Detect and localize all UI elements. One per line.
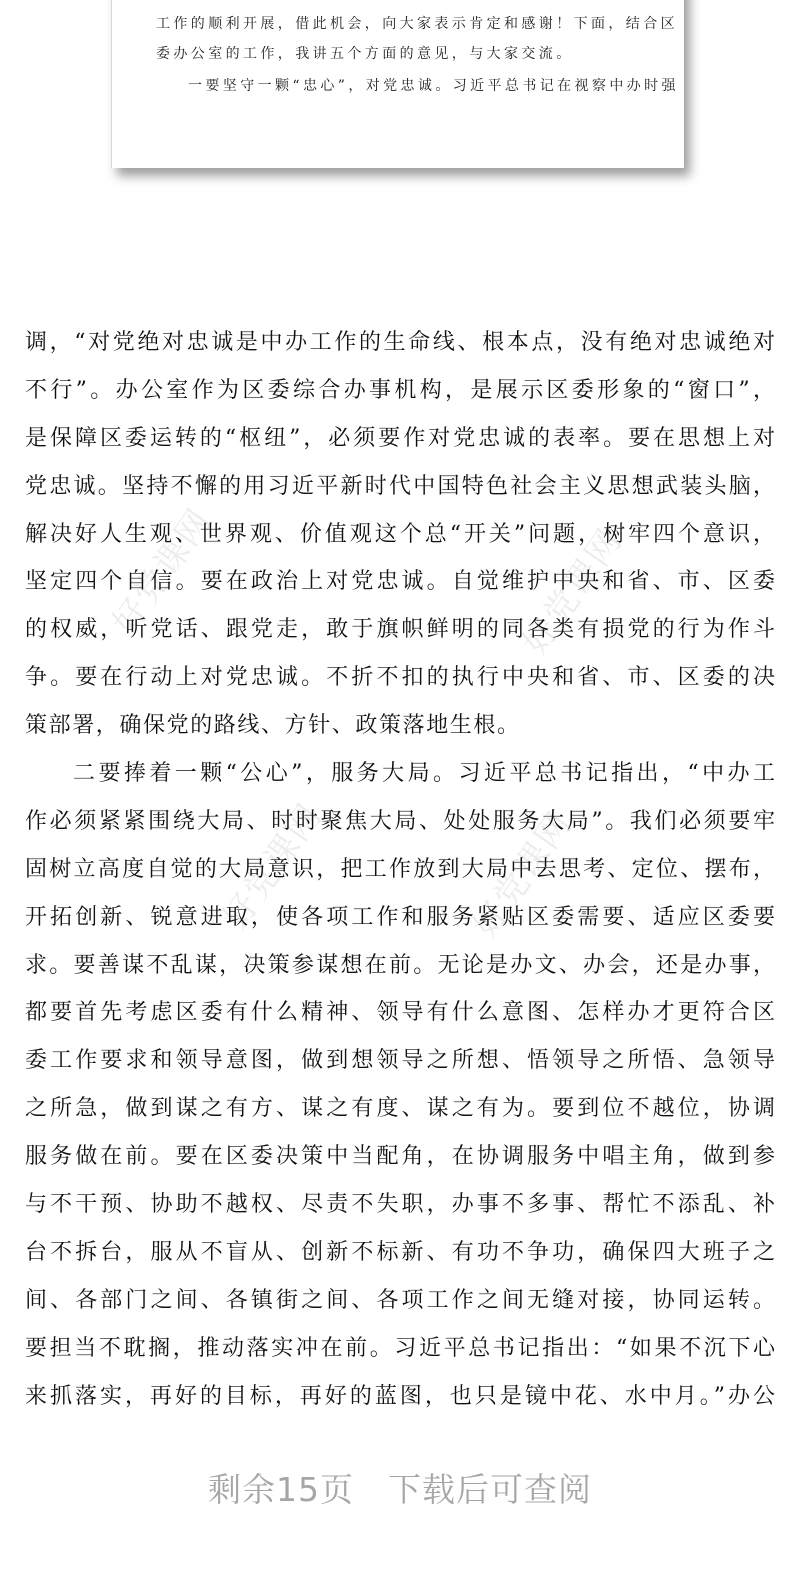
body-text-line: 服务做在前。要在区委决策中当配角，在协调服务中唱主角，做到参 [25, 1144, 775, 1170]
body-text-line: 的权威，听党话、跟党走，敢于旗帜鲜明的同各类有损党的行为作斗 [25, 617, 775, 643]
download-to-read-more-prompt[interactable] [0, 1464, 800, 1511]
body-text-line: 间、各部门之间、各镇街之间、各项工作之间无缝对接，协同运转。 [25, 1287, 775, 1313]
body-text-line: 固树立高度自觉的大局意识，把工作放到大局中去思考、定位、摆布， [25, 856, 775, 882]
watermark: 好党课网 [515, 521, 631, 662]
body-text-line: 开拓创新、锐意进取，使各项工作和服务紧贴区委需要、适应区委要 [25, 904, 775, 930]
body-paragraph-start: 二要捧着一颗“公心”，服务大局。习近平总书记指出，“中办工 [73, 761, 775, 787]
body-text-line: 之所急，做到谋之有方、谋之有度、谋之有为。要到位不越位，协调 [25, 1096, 775, 1122]
body-text-line: 要担当不耽搁，推动落实冲在前。习近平总书记指出：“如果不沉下心 [25, 1335, 775, 1361]
remaining-pages-label: 剩余15页 [208, 1470, 354, 1509]
watermark: 好党课网 [215, 796, 331, 937]
preview-text-line: 一要坚守一颗“忠心”，对党忠诚。习近平总书记在视察中办时强 [188, 78, 679, 94]
body-text-line: 作必须紧紧围绕大局、时时聚焦大局、处处服务大局”。我们必须要牢 [25, 808, 775, 834]
body-text-line: 解决好人生观、世界观、价值观这个总“开关”问题，树牢四个意识， [25, 521, 775, 547]
body-text-line: 坚定四个自信。要在政治上对党忠诚。自觉维护中央和省、市、区委 [25, 569, 775, 595]
body-text-line: 委工作要求和领导意图，做到想领导之所想、悟领导之所悟、急领导 [25, 1048, 775, 1074]
body-text-line: 与不干预、协助不越权、尽责不失职，办事不多事、帮忙不添乱、补 [25, 1192, 775, 1218]
download-hint-label: 下载后可查阅 [388, 1470, 592, 1509]
body-text-line: 求。要善谋不乱谋，决策参谋想在前。无论是办文、办会，还是办事， [25, 952, 775, 978]
body-text-line: 策部署，确保党的路线、方针、政策落地生根。 [25, 713, 521, 739]
preview-text-line: 工作的顺利开展，借此机会，向大家表示肯定和感谢！下面，结合区 [156, 16, 678, 32]
body-text-line: 是保障区委运转的“枢纽”，必须要作对党忠诚的表率。要在思想上对 [25, 425, 775, 451]
watermark: 好党课网 [105, 501, 221, 642]
body-text-line: 来抓落实，再好的目标，再好的蓝图，也只是镜中花、水中月。”办公 [25, 1383, 775, 1409]
body-text-line: 调，“对党绝对忠诚是中办工作的生命线、根本点，没有绝对忠诚绝对 [25, 330, 775, 355]
body-text-line: 台不拆台，服从不盲从、创新不标新、有功不争功，确保四大班子之 [25, 1239, 775, 1265]
body-text-line: 不行”。办公室作为区委综合办事机构，是展示区委形象的“窗口”， [25, 377, 775, 403]
watermark: 好党课网 [465, 804, 581, 945]
body-text-line: 争。要在行动上对党忠诚。不折不扣的执行中央和省、市、区委的决 [25, 665, 775, 691]
document-body [25, 319, 775, 1420]
document-preview-card [111, 0, 684, 168]
body-text-line: 都要首先考虑区委有什么精神、领导有什么意图、怎样办才更符合区 [25, 1000, 775, 1026]
preview-text-line: 委办公室的工作，我讲五个方面的意见，与大家交流。 [156, 46, 574, 62]
body-text-line: 党忠诚。坚持不懈的用习近平新时代中国特色社会主义思想武装头脑， [25, 473, 775, 499]
